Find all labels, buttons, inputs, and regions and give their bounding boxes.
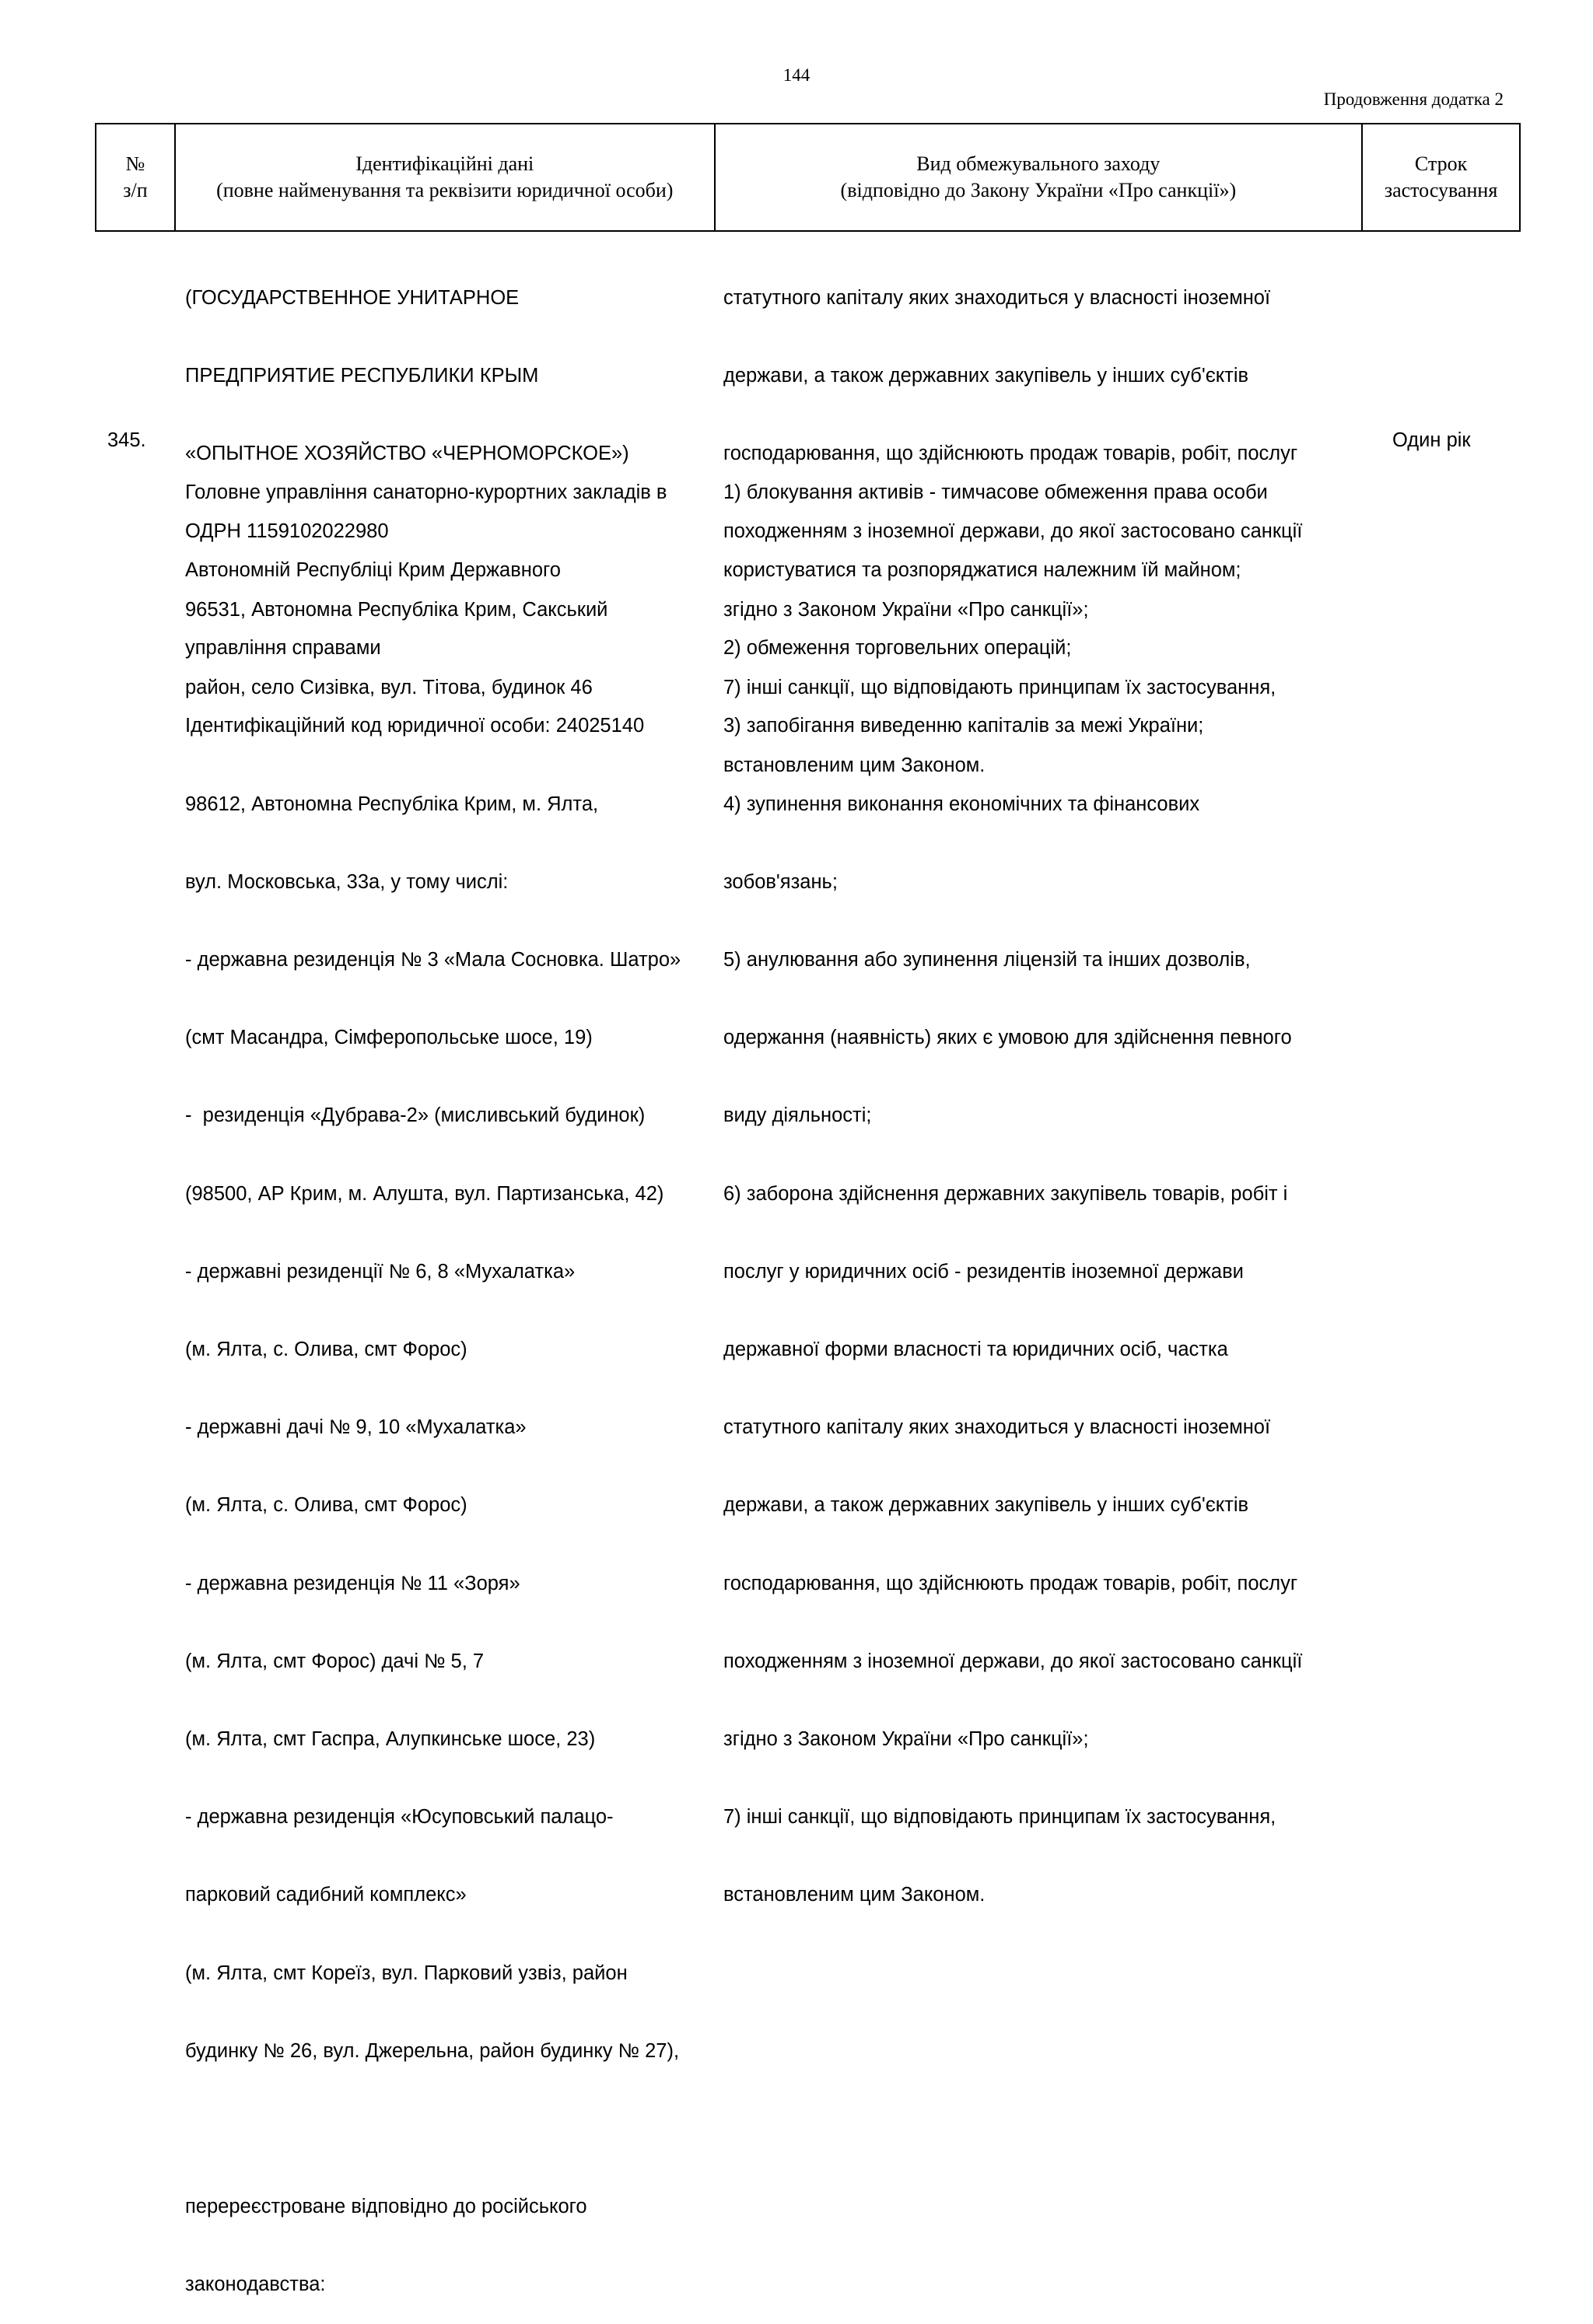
row-2-ident-line: вул. Московська, 33а, у тому числі: [185, 870, 509, 893]
row-2-ident-line: - державна резиденція № 11 «Зоря» [185, 1572, 520, 1594]
row-1-measure-line: господарювання, що здійснюють продаж товарів, робіт, послуг [723, 443, 1298, 465]
row-1-ident-line: 96531, Автономна Республіка Крим, Сакський [185, 598, 608, 621]
page-number: 144 [782, 65, 811, 85]
row-2-measure-line: користуватися та розпоряджатися належним їй майном; [723, 559, 1241, 582]
row-1-measure-line: держави, а також державних закупівель у інших суб'єктів [723, 365, 1249, 387]
row-2-measure-line: держави, а також державних закупівель у інших суб'єктів [723, 1494, 1249, 1517]
row-2-ident-line: (м. Ялта, с. Олива, смт Форос) [185, 1339, 467, 1361]
row-2-measure-line: згідно з Законом України «Про санкції»; [723, 1728, 1089, 1751]
row-2-measure-line: встановленим цим Законом. [723, 1884, 986, 1906]
row-2-ident-line: управління справами [185, 637, 381, 660]
header-measure-line-1: Вид обмежувального заходу [916, 152, 1161, 175]
row-2-measure-line: походженням з іноземної держави, до якої застосовано санкції [723, 1650, 1303, 1672]
row-2-measure [723, 428, 1302, 1934]
row-2-measure-line: господарювання, що здійснюють продаж товарів, робіт, послуг [723, 1572, 1298, 1594]
row-2-measure-line: статутного капіталу яких знаходиться у власності іноземної [723, 1416, 1271, 1439]
row-1-ident-line: район, село Сизівка, вул. Тітова, будинок 46 [185, 676, 593, 698]
row-2-ident-line: (м. Ялта, смт Кореїз, вул. Парковий узвіз, район [185, 1962, 628, 1984]
row-2-ident-line: перереєстроване відповідно до російського [185, 2196, 587, 2218]
header-measure-line-2: (відповідно до Закону України «Про санкції») [840, 179, 1237, 201]
row-2-ident-line [185, 2116, 681, 2142]
header-ident-column [176, 124, 716, 230]
row-2-ident-line: законодавства: [185, 2273, 326, 2296]
row-2-ident-line: 98612, Автономна Республіка Крим, м. Ялта, [185, 793, 599, 815]
row-1-ident-line: ОДРН 1159102022980 [185, 520, 389, 543]
header-ident-line-2: (повне найменування та реквізити юридичної особи) [216, 179, 674, 201]
header-term-line-2: застосування [1384, 179, 1498, 201]
row-2-ident-line: (98500, АР Крим, м. Алушта, вул. Партизанська, 42) [185, 1182, 664, 1205]
row-2-ident-line: - резиденція «Дубрава-2» (мисливський будинок) [185, 1104, 646, 1127]
row-2-measure-line: зобов'язань; [723, 870, 838, 893]
row-1-ident-line: «ОПЫТНОЕ ХОЗЯЙСТВО «ЧЕРНОМОРСКОЕ») [185, 443, 629, 465]
header-number-line-1: № [125, 152, 145, 175]
row-2-ident-line: - державні резиденції № 6, 8 «Мухалатка» [185, 1260, 576, 1283]
row-2-measure-line: одержання (наявність) яких є умовою для здійснення певного [723, 1027, 1292, 1049]
header-term-column [1363, 124, 1519, 230]
header-measure-column [716, 124, 1364, 230]
row-2-ident-line: (м. Ялта, смт Форос) дачі № 5, 7 [185, 1650, 485, 1672]
row-2-ident-line: будинку № 26, вул. Джерельна, район будинку № 27), [185, 2039, 680, 2062]
row-1-measure-line: статутного капіталу яких знаходиться у власності іноземної [723, 286, 1271, 309]
row-2-measure-line: 4) зупинення виконання економічних та фінансових [723, 793, 1200, 815]
row-2-number: 345. [107, 429, 146, 451]
row-2-measure-line: 2) обмеження торговельних операцій; [723, 637, 1072, 660]
row-2-measure-line: 3) запобігання виведенню капіталів за межі України; [723, 715, 1204, 737]
row-2-ident-line: Автономній Республіці Крим Державного [185, 559, 561, 582]
row-2-measure-line: послуг у юридичних осіб - резидентів іноземної держави [723, 1260, 1244, 1283]
row-2-ident-line: - державні дачі № 9, 10 «Мухалатка» [185, 1416, 527, 1439]
header-number-line-2: з/п [123, 179, 148, 201]
row-2-ident-line: (м. Ялта, с. Олива, смт Форос) [185, 1494, 467, 1517]
row-2-measure-line: державної форми власності та юридичних осіб, частка [723, 1339, 1228, 1361]
row-2-ident-line: - державна резиденція № 3 «Мала Сосновка. Шатро» [185, 949, 681, 971]
row-2-ident-line: - державна резиденція «Юсуповський палацо- [185, 1806, 614, 1829]
row-2-measure-line: 5) анулювання або зупинення ліцензій та інших дозволів, [723, 949, 1251, 971]
row-2-measure-line: 7) інші санкції, що відповідають принципам їх застосування, [723, 1806, 1276, 1829]
row-1-measure-line: 7) інші санкції, що відповідають принципам їх застосування, [723, 676, 1276, 698]
row-2-ident-line: Головне управління санаторно-курортних закладів в [185, 481, 667, 503]
row-1-ident-line: (ГОСУДАРСТВЕННОЕ УНИТАРНОЕ [185, 286, 520, 309]
row-1-ident-line: ПРЕДПРИЯТИЕ РЕСПУБЛИКИ КРЫМ [185, 365, 539, 387]
row-2-measure-line: 1) блокування активів - тимчасове обмеження права особи [723, 481, 1268, 503]
row-2-ident [185, 428, 681, 2324]
row-2-ident-line: (смт Масандра, Сімферопольське шосе, 19) [185, 1027, 593, 1049]
row-1-measure-line: згідно з Законом України «Про санкції»; [723, 598, 1089, 621]
row-2-ident-line: Ідентифікаційний код юридичної особи: 24025140 [185, 715, 645, 737]
row-2-term: Один рік [1392, 429, 1471, 451]
header-number-column [96, 124, 176, 230]
row-2-measure-line: 6) заборона здійснення державних закупівель товарів, робіт і [723, 1182, 1288, 1205]
header-term-line-1: Строк [1414, 152, 1468, 175]
row-1-measure-line: походженням з іноземної держави, до якої застосовано санкції [723, 520, 1303, 543]
row-2-measure-line: виду діяльності; [723, 1104, 872, 1127]
continuation-note: Продовження додатка 2 [1323, 89, 1504, 109]
row-1-measure-line: встановленим цим Законом. [723, 754, 986, 777]
row-2-ident-line: (м. Ялта, смт Гаспра, Алупкинське шосе, 23) [185, 1728, 596, 1751]
table-header [95, 123, 1521, 232]
header-ident-line-1: Ідентифікаційні дані [355, 152, 534, 175]
row-2-ident-line: парковий садибний комплекс» [185, 1884, 467, 1906]
